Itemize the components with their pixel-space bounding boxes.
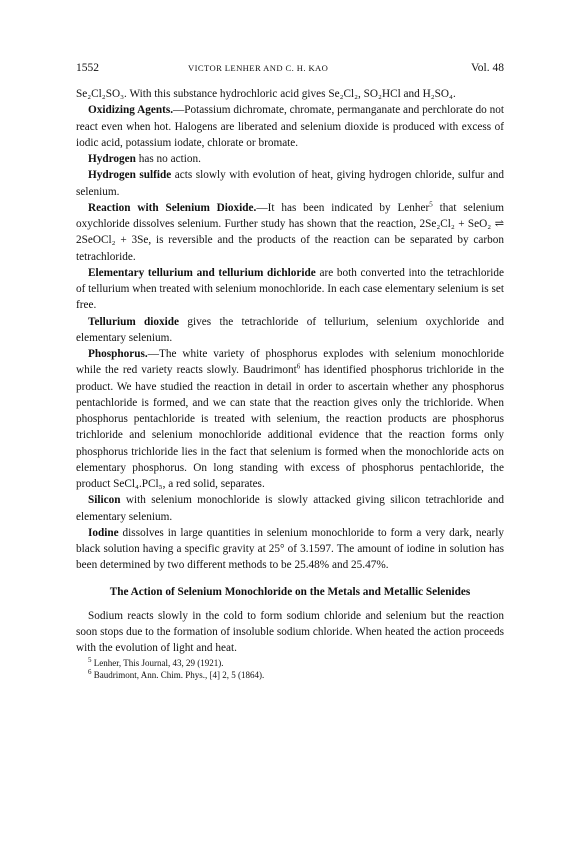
paragraph-heading: Hydrogen (88, 153, 136, 165)
footnote (88, 669, 504, 681)
paragraph-continuation: Se₂Cl₂SO₃. With this substance hydrochloric acid gives Se₂Cl₂, SO₂HCl and H₂SO₄. (76, 88, 456, 100)
article-body (76, 86, 504, 681)
paragraph-text: dissolves in large quantities in selenium monochloride to form a very dark, nearly black solution having a specific gravity at 25° of 3.1597. The amount of iodine in solution has been determined by two different methods to be 25.48% and 25.47%. (76, 526, 504, 572)
paragraph-text: are both converted into the tetrachloride of tellurium when treated with selenium monochloride. In each case elementary selenium is set free. (76, 266, 504, 312)
running-header (76, 62, 504, 78)
paragraph-heading: Silicon (88, 494, 121, 507)
paragraph-oxidizing-agents (76, 102, 504, 151)
paragraph-hydrogen (76, 151, 504, 167)
paragraph-iodine (76, 525, 504, 574)
page-number: 1552 (76, 62, 99, 74)
paragraph-text: —It has been indicated by Lenher (256, 201, 430, 214)
journal-page (76, 62, 504, 681)
paragraph-text: has no action. (135, 153, 201, 165)
paragraph-text: acts slowly with evolution of heat, giving hydrogen chloride, sulfur and selenium. (76, 169, 504, 198)
paragraph-text: with selenium monochloride is slowly attacked giving silicon tetrachloride and elementary selenium. (76, 494, 504, 523)
paragraph-sodium: Sodium reacts slowly in the cold to form sodium chloride and selenium but the reaction soon stops due to the formation of insoluble sodium chloride. When heated the action proceeds with the evolution of light and heat. (76, 609, 504, 654)
footnote-ref[interactable]: 5 (429, 200, 433, 208)
paragraph-text: has identified phosphorus trichloride in the product. We have studied the reaction in detail in order to ascertain whether any phosphorus pentachloride is formed, and we can state that the reaction gives only the trichloride. When phosphorus pentachloride is treated with selenium, the reaction products are phosphorus trichloride and selenium monochloride additional evidence that the reaction forms only phosphorus trichloride lies in the fact that selenium is formed when the monochloride acts on elementary phosphorus. On long standing with excess of phosphorus pentachloride, the product SeCl₄.PCl₅, a red solid, separates. (76, 364, 504, 490)
paragraph-heading: Iodine (88, 526, 119, 539)
paragraph-tellurium (76, 265, 504, 314)
paragraph-phosphorus (76, 346, 504, 492)
footnote-mark: 5 (88, 656, 92, 665)
paragraph-heading: Hydrogen sulfide (88, 169, 172, 182)
footnote-mark: 6 (88, 668, 92, 677)
paragraph-heading: Oxidizing Agents. (88, 104, 174, 117)
running-title: VICTOR LENHER AND C. H. KAO (188, 63, 329, 73)
section-heading: The Action of Selenium Monochloride on the Metals and Metallic Selenides (109, 585, 471, 598)
paragraph-heading: Elementary tellurium and tellurium dichloride (88, 266, 316, 279)
paragraph-text: —The white variety of phosphorus explodes with selenium monochloride while the red variety reacts slowly. Baudrimont (76, 348, 504, 377)
footnote-text: Baudrimont, Ann. Chim. Phys., [4] 2, 5 (1864). (91, 670, 265, 681)
paragraph-heading: Phosphorus. (88, 348, 148, 360)
volume-label: Vol. 48 (470, 62, 504, 74)
paragraph-silicon (76, 492, 504, 525)
paragraph-heading: Tellurium dioxide (88, 315, 180, 328)
footnote-text: Lenher, This Journal, 43, 29 (1921). (91, 658, 224, 669)
paragraph-hydrogen-sulfide (76, 167, 504, 200)
paragraph-tellurium-dioxide (76, 314, 504, 347)
footnote-ref[interactable]: 6 (296, 362, 301, 371)
paragraph-text: gives the tetrachloride of tellurium, selenium oxychloride and elementary selenium. (76, 315, 505, 344)
paragraph-text: —Potassium dichromate, chromate, permanganate and perchlorate do not react even when hot. Halogens are liberated and selenium dioxide is produced with excess of iodic acid, potassium iodate, chlorate or bromate. (76, 104, 505, 149)
paragraph-text: that selenium oxychloride dissolves selenium. Further study has shown that the reaction, 2Se₂Cl₂ + SeO₂ ⇌ 2SeOCl₂ + 3Se, is reversible and the products of the reaction can be separated by carbon tetrachloride. (76, 201, 504, 263)
paragraph-selenium-dioxide (76, 200, 504, 265)
paragraph-heading: Reaction with Selenium Dioxide. (88, 201, 257, 214)
footnote (88, 657, 504, 669)
